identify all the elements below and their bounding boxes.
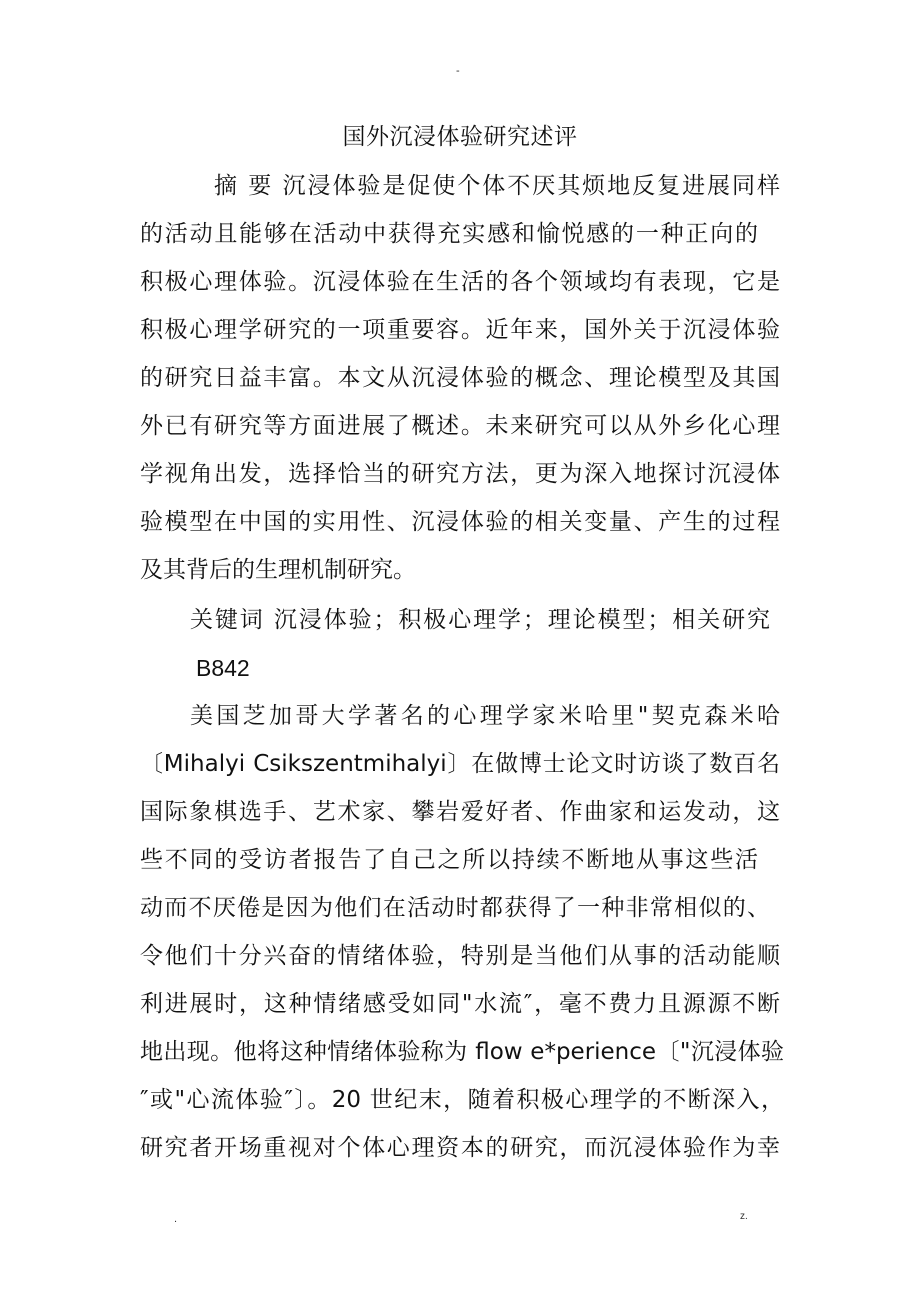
abstract-line-4: 积极心理学研究的一项重要容。近年来，国外关于沉浸体验 [140, 317, 780, 343]
abstract-line-7: 学视角出发，选择恰当的研究方法，更为深入地探讨沉浸体 [140, 461, 780, 487]
document-title: 国外沉浸体验研究述评 [342, 124, 578, 150]
abstract-line-5: 的研究日益丰富。本文从沉浸体验的概念、理论模型及其国 [140, 365, 780, 391]
footer-marker-right: z. [740, 1211, 748, 1222]
abstract-line-8: 验模型在中国的实用性、沉浸体验的相关变量、产生的过程 [140, 509, 780, 535]
keywords-line: 关键词 沉浸体验；积极心理学；理论模型；相关研究 [190, 607, 770, 633]
abstract-line-1: 摘 要 沉浸体验是促使个体不厌其烦地反复进展同样 [214, 173, 780, 199]
body-line-5: 动而不厌倦是因为他们在活动时都获得了一种非常相似的、 [140, 895, 770, 921]
body-line-2: 〔Mihalyi Csikszentmihalyi〕在做博士论文时访谈了数百名 [140, 751, 780, 777]
body-line-4: 些不同的受访者报告了自己之所以持续不断地从事这些活 [140, 847, 758, 873]
body-line-1: 美国芝加哥大学著名的心理学家米哈里"契克森米哈 [190, 703, 780, 729]
body-line-3: 国际象棋选手、艺术家、攀岩爱好者、作曲家和运发动，这 [140, 799, 780, 825]
body-line-9: ″或"心流体验″〕。20 世纪末，随着积极心理学的不断深入， [140, 1087, 784, 1113]
body-line-7: 利进展时，这种情绪感受如同"水流″，毫不费力且源源不断 [140, 991, 780, 1017]
abstract-line-6: 外已有研究等方面进展了概述。未来研究可以从外乡化心理 [140, 413, 780, 439]
body-line-10: 研究者开场重视对个体心理资本的研究，而沉浸体验作为幸 [140, 1135, 780, 1161]
body-line-8: 地出现。他将这种情绪体验称为 flow e*perience〔"沉浸体验 [140, 1039, 784, 1065]
header-marker: - [456, 65, 460, 77]
body-line-6: 令他们十分兴奋的情绪体验，特别是当他们从事的活动能顺 [140, 943, 780, 969]
abstract-line-9: 及其背后的生理机制研究。 [140, 557, 416, 583]
abstract-line-3: 积极心理体验。沉浸体验在生活的各个领域均有表现，它是 [140, 269, 780, 295]
abstract-line-2: 的活动且能够在活动中获得充实感和愉悦感的一种正向的 [140, 221, 758, 247]
footer-marker-left: . [174, 1213, 178, 1225]
classification-code: B842 [196, 655, 250, 681]
